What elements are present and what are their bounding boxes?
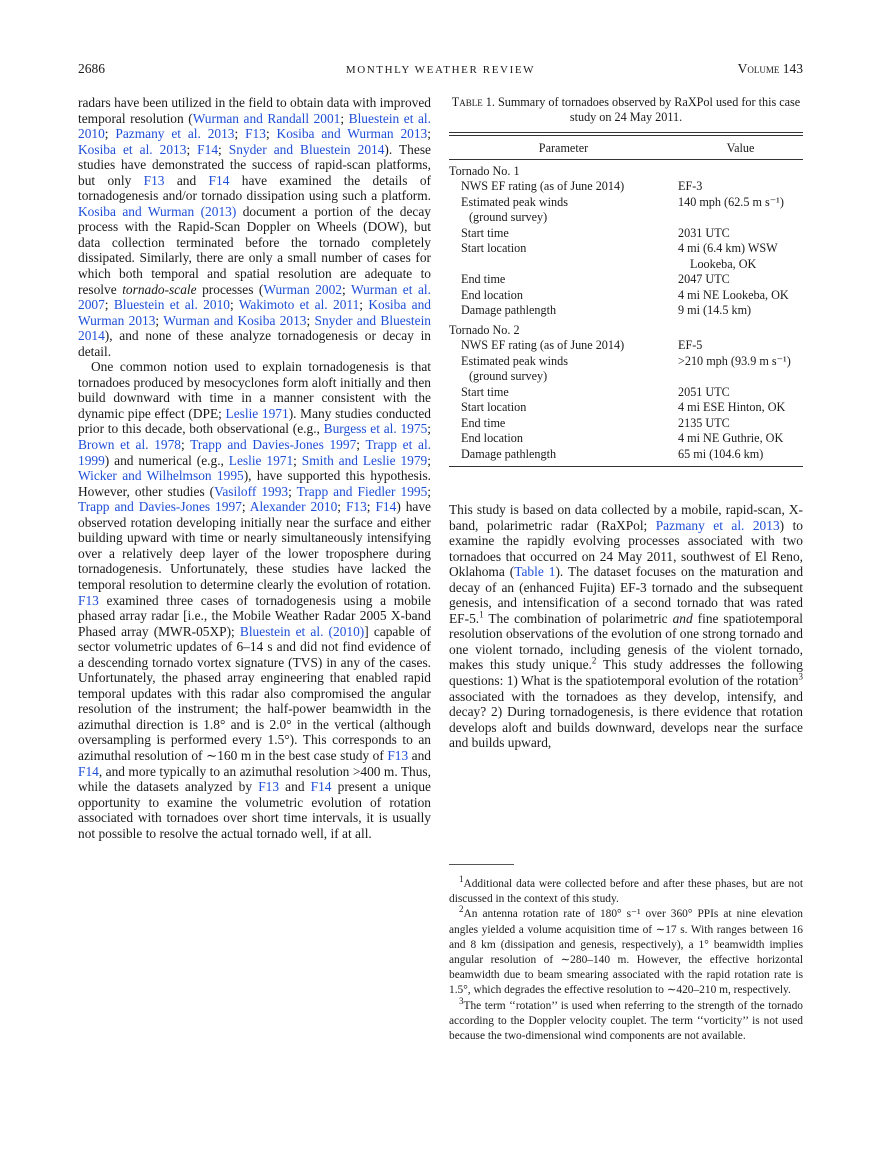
citation-link[interactable]: F13 [78, 592, 99, 608]
footnote-marker: 3 [459, 995, 464, 1006]
value-cell [678, 226, 803, 242]
parameter-text: Estimated peak winds [461, 353, 568, 368]
table-row [449, 179, 803, 195]
citation-link[interactable]: Wurman and Kosiba 2013 [163, 312, 307, 328]
text-run: ; [186, 141, 198, 157]
text-run: ; [265, 126, 277, 142]
text-run: document a portion of the decay process with the Rapid-Scan Doppler on Wheels (DOW), but data collection terminated before the tornado completely dissipated. Similarly, there are only a small number of cases for which both temporal and spatial resolution are adequate to resolve [78, 203, 431, 297]
text-run: present a unique opportunity to examine the volumetric evolution of rotation associated with tornadoes over short time intervals, it is usually not possible to resolve the actual tornado well, if at all. [78, 779, 431, 841]
table-row [449, 400, 803, 416]
footnote-marker: 3 [798, 671, 803, 682]
citation-link[interactable]: Snyder and Bluestein 2014 [228, 141, 385, 157]
text-run: Additional data were collected before and after these phases, but are not discussed in the context of this study. [449, 878, 803, 906]
citation-link[interactable]: Vasiloff 1993 [214, 483, 289, 499]
text-run: ; [359, 297, 369, 313]
text-run: ; [356, 437, 366, 453]
text-run: and [408, 747, 431, 763]
parameter-cell [449, 288, 678, 304]
citation-link[interactable]: F14 [197, 141, 219, 157]
parameter-text: Estimated peak winds [461, 194, 568, 209]
value-cell [678, 431, 803, 447]
citation-link[interactable]: Bluestein et al. 2010 [78, 110, 431, 142]
value-cell [678, 272, 803, 288]
text-run: ; [155, 312, 164, 328]
text-run: ; [229, 297, 239, 313]
parameter-cell [449, 338, 678, 354]
table-row [449, 447, 803, 463]
parameter-text: (ground survey) [469, 369, 548, 383]
text-run: ; [234, 126, 246, 142]
citation-link[interactable]: Wurman and Randall 2001 [192, 110, 341, 126]
citation-link[interactable]: Trapp and Davies-Jones 1997 [78, 499, 242, 515]
text-run: ; [427, 126, 431, 142]
text-run: ; [337, 499, 346, 515]
text-run: ; [218, 141, 229, 157]
text-run: ; [366, 499, 376, 515]
citation-link[interactable]: Bluestein et al. 2010 [113, 297, 230, 313]
table-row [449, 195, 803, 226]
paragraph [78, 95, 431, 359]
citation-link[interactable]: Leslie 1971 [228, 452, 294, 468]
value-cell [678, 179, 803, 195]
text-run: ) and numerical (e.g., [104, 452, 229, 468]
value-text: 2135 UTC [678, 415, 730, 430]
table-row [449, 338, 803, 354]
value-cell [678, 447, 803, 463]
parameter-cell [449, 447, 678, 463]
table-group-title: Tornado No. 1 [449, 163, 520, 178]
header-value: Value [726, 141, 755, 155]
left-column [78, 95, 431, 841]
table-bottom-rule [449, 466, 803, 467]
text-run: associated with the tornadoes as they develop, intensify, and decay? 2) During tornadogenesis, is there evidence that rotation develops aloft and builds downward, develops near the surface and builds upward, [449, 688, 803, 751]
journal-name: MONTHLY WEATHER REVIEW [345, 64, 536, 76]
value-cell [678, 385, 803, 401]
citation-link[interactable]: F14 [78, 763, 99, 779]
text-run: and [279, 779, 311, 795]
text-run: ). These studies have demonstrated the success of rapid-scan platforms, but only [78, 141, 431, 188]
table-caption-text: Summary of tornadoes observed by RaXPol used for this case study on 24 May 2011. [494, 95, 801, 124]
citation-link[interactable]: F13 [345, 499, 367, 515]
table-group-title: Tornado No. 2 [449, 322, 520, 337]
citation-link[interactable]: Alexander 2010 [249, 499, 338, 515]
parameter-cell [449, 400, 678, 416]
text-run: ). Many studies conducted prior to this decade, both observational (e.g., [78, 405, 431, 437]
text-run: ) to examine the rapidly evolving processes associated with two tornadoes that occurred on 24 May 2011, southwest of El Reno, Oklahoma ( [449, 517, 803, 580]
value-cell [678, 338, 803, 354]
text-run: One common notion used to explain tornadogenesis is that tornadoes produced by mesocyclones form aloft initially and then build downward with time in a manner consistent with the dynamic pipe effect (DPE; [78, 359, 431, 421]
text-run: processes ( [196, 281, 264, 297]
citation-link[interactable]: F13 [245, 126, 266, 142]
citation-link[interactable]: Pazmany et al. 2013 [655, 517, 780, 533]
text-run: ) have observed rotation developing initially near the surface and either building upward with time or nearly simultaneously intensifying over a relatively deep layer of the lower troposphere during tornadogenesis. Unfortunately, these studies have lacked the temporal resolution to determine clearly the evolution of rotation. [78, 499, 431, 592]
text-run: ; [293, 452, 302, 468]
header-parameter: Parameter [538, 141, 589, 155]
text-run: , and more typically to an azimuthal resolution >400 m. Thus, while the datasets analyzed by [78, 763, 431, 795]
parameter-text: Start location [461, 400, 527, 414]
value-text: 4 mi NE Guthrie, OK [678, 431, 784, 445]
footnote [449, 995, 803, 1045]
value-text: 4 mi NE Lookeba, OK [678, 287, 789, 302]
citation-link[interactable]: F13 [143, 172, 165, 188]
citation-link[interactable]: Trapp and Fiedler 1995 [296, 483, 428, 499]
citation-link[interactable]: Trapp and Davies-Jones 1997 [190, 437, 357, 453]
citation-link[interactable]: Pazmany et al. 2013 [115, 126, 235, 142]
value-text: 140 mph (62.5 m s⁻¹) [678, 194, 784, 209]
table-row [449, 288, 803, 304]
table-row [449, 354, 803, 385]
citation-link[interactable]: Brown et al. 1978 [78, 437, 181, 453]
citation-link[interactable]: Wurman 2002 [263, 281, 342, 297]
table-row [449, 303, 803, 319]
value-text: >210 mph (93.9 m s⁻¹) [678, 353, 791, 368]
footnote-marker: 1 [479, 609, 484, 620]
value-text: 2031 UTC [678, 225, 730, 240]
text-run: fine spatiotemporal resolution observations of the evolution of one strong tornado and one violent tornado, including genesis of the violent tornado, makes this study unique. [449, 610, 803, 673]
value-text: EF-5 [678, 338, 703, 352]
parameter-text: End location [461, 431, 523, 445]
table-1 [449, 132, 803, 467]
text-run: ; [241, 499, 250, 515]
parameter-text: End time [461, 415, 506, 430]
table-row [449, 272, 803, 288]
text-run: ), and none of these analyze tornadogenesis or decay in detail. [78, 328, 431, 359]
parameter-cell [449, 385, 678, 401]
parameter-text: End location [461, 287, 523, 302]
text-run: and [164, 172, 209, 188]
text-run: ] capable of sector volumetric updates of 6–14 s and did not find evidence of a descending tornado vortex signature (TVS) in any of the cases. Unfortunately, the phased array engineering that enabled rapid temporal updates with this radar also compromised the angular resolution of the instrument; the half-power beamwidth in the azimuthal direction is 1.8° and is 2.0° in the vertical (although oversampling is performed every 1.5°). This corresponds to an azimuthal resolution of ∼160 m in the best case study of [78, 623, 432, 763]
footnote-marker: 2 [459, 904, 464, 915]
parameter-cell [449, 195, 678, 226]
citation-link[interactable]: Leslie 1971 [225, 405, 289, 421]
footnotes [449, 874, 803, 1044]
parameter-text: NWS EF rating (as of June 2014) [461, 338, 625, 352]
paragraph [449, 502, 803, 751]
text-run: ; [104, 297, 114, 313]
value-text: 2051 UTC [678, 384, 730, 399]
citation-link[interactable]: F14 [310, 779, 332, 795]
footnote-rule [449, 864, 514, 865]
text-run: ; [427, 483, 432, 499]
parameter-text: NWS EF rating (as of June 2014) [461, 179, 625, 193]
text-run: ; [306, 312, 315, 328]
citation-link[interactable]: F14 [375, 499, 397, 515]
value-cell [678, 400, 803, 416]
parameter-cell [449, 354, 678, 385]
citation-link[interactable]: Burgess et al. 1975 [323, 421, 428, 437]
citation-link[interactable]: Kosiba and Wurman (2013) [78, 203, 237, 219]
citation-link[interactable]: Bluestein et al. (2010) [239, 623, 365, 639]
parameter-cell [449, 272, 678, 288]
parameter-cell [449, 179, 678, 195]
text-run: ; [340, 110, 349, 126]
parameter-cell [449, 226, 678, 242]
table-label: Table 1. [451, 95, 495, 109]
table-row [449, 241, 803, 272]
parameter-text: Damage pathlength [461, 446, 557, 461]
text-run: ; [341, 281, 351, 297]
citation-link[interactable]: Kosiba and Wurman 2013 [78, 297, 431, 328]
table-row [449, 416, 803, 432]
value-text: 65 mi (104.6 km) [678, 446, 764, 461]
table-body [449, 160, 803, 463]
text-run: The combination of polarimetric [483, 610, 673, 626]
citation-link[interactable]: Smith and Leslie 1979 [301, 452, 428, 468]
parameter-text: Start time [461, 384, 509, 399]
table-caption [449, 95, 803, 125]
citation-link[interactable]: Wakimoto et al. 2011 [238, 297, 360, 313]
italic-text: tornado-scale [122, 281, 197, 297]
table-row [449, 226, 803, 242]
table-row [449, 385, 803, 401]
value-cell [678, 195, 803, 226]
text-run: ; [427, 452, 431, 468]
parameter-cell [449, 431, 678, 447]
citation-link[interactable]: Kosiba et al. 2013 [78, 141, 187, 157]
table-row [449, 431, 803, 447]
value-cell [678, 416, 803, 432]
text-run: ; [181, 437, 191, 453]
parameter-text: Damage pathlength [461, 303, 557, 317]
value-text: EF-3 [678, 179, 703, 193]
footnote-marker: 1 [459, 874, 464, 885]
right-column [449, 502, 803, 751]
value-text: 2047 UTC [678, 272, 730, 286]
value-text: 4 mi ESE Hinton, OK [678, 400, 786, 414]
text-run: The term ‘‘rotation’’ is used when referring to the strength of the tornado according to the Doppler velocity couplet. The term ‘‘vorticity’’ is not used because the two-dimensional wind components are not available. [449, 999, 803, 1043]
footnote [449, 874, 803, 907]
parameter-text: End time [461, 272, 506, 286]
parameter-text: (ground survey) [469, 210, 548, 224]
citation-link[interactable]: Trapp et al. 1999 [78, 437, 432, 468]
text-run: examined three cases of tornadogenesis using a mobile phased array radar [i.e., the Mobile Weather Radar 2005 X-band Phased array (MWR-05XP); [78, 592, 431, 639]
text-run: ), have supported this hypothesis. However, other studies ( [78, 468, 431, 499]
text-run: This study is based on data collected by a mobile, rapid-scan, X-band, polarimetric radar (RaXPol; [449, 502, 803, 533]
value-cell [678, 241, 803, 272]
volume-label: Volume 143 [737, 61, 803, 76]
text-run: An antenna rotation rate of 180° s⁻¹ over 360° PPIs at nine elevation angles yielded a volume acquisition time of ∼17 s. With ranges between 16 and 8 km (dissipation and genesis, respectively), a 1° beamwidth implies angular resolution of ∼280–140 m. However, the effective horizontal beamwidth due to beam smearing associated with the rapid rotation rate is 1.5°, which degrades the effective resolution to ∼420–210 m, respectively. [449, 908, 803, 997]
value-cell [678, 288, 803, 304]
citation-link[interactable]: F13 [387, 747, 409, 763]
text-run: have examined the details of tornadogenesis and/or tornado dissipation using such a platform. [78, 172, 431, 204]
value-cell [678, 354, 803, 385]
parameter-cell [449, 241, 678, 272]
citation-link[interactable]: Wicker and Wilhelmson 1995 [78, 468, 244, 484]
text-run: ). The dataset focuses on the maturation and decay of an (enhanced Fujita) EF-3 tornado and the subsequent genesis, and intensification of a second tornado that was rated EF-5. [449, 564, 804, 626]
citation-link[interactable]: Wurman et al. 2007 [78, 281, 431, 313]
value-text: Lookeba, OK [690, 256, 757, 271]
text-run: ; [104, 126, 116, 142]
footnote [449, 904, 803, 998]
citation-link[interactable]: F14 [208, 172, 230, 188]
paragraph [78, 359, 431, 841]
parameter-cell [449, 416, 678, 432]
value-text: 4 mi (6.4 km) WSW [678, 241, 778, 255]
citation-link[interactable]: Snyder and Bluestein 2014 [78, 312, 431, 344]
citation-link[interactable]: Table 1 [514, 564, 556, 580]
page-number: 2686 [78, 61, 105, 76]
footnote-marker: 2 [591, 656, 597, 666]
italic-text: and [672, 610, 693, 626]
citation-link[interactable]: Kosiba and Wurman 2013 [276, 126, 428, 142]
citation-link[interactable]: F13 [258, 779, 280, 795]
text-run: This study addresses the following questions: 1) What is the spatiotemporal evolution of the rotation [449, 657, 803, 689]
value-text: 9 mi (14.5 km) [678, 303, 752, 317]
text-run: ; [288, 483, 297, 499]
text-run: ; [427, 421, 432, 437]
text-run: radars have been utilized in the field to obtain data with improved temporal resolution ( [78, 95, 431, 126]
value-cell [678, 303, 803, 319]
parameter-text: Start location [461, 241, 527, 255]
parameter-text: Start time [461, 225, 509, 240]
parameter-cell [449, 303, 678, 319]
table-header [449, 136, 803, 160]
